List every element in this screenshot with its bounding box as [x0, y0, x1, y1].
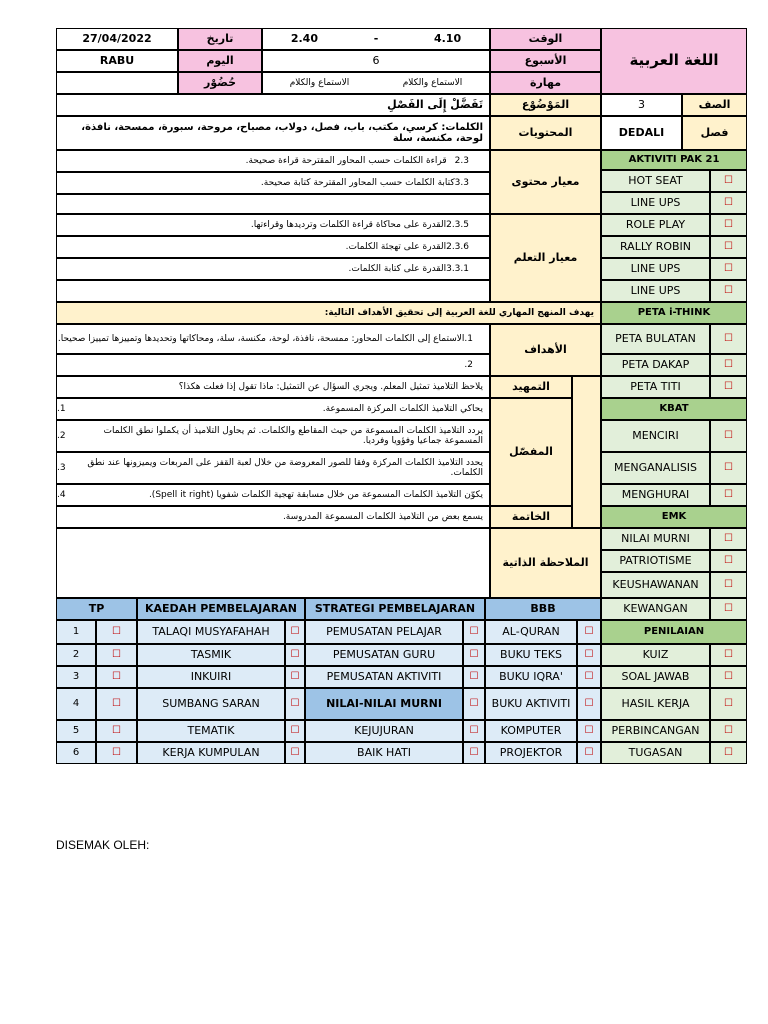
activity-label: LINE UPS: [601, 192, 710, 214]
checkbox[interactable]: ☐: [577, 688, 601, 720]
objective-row: [56, 324, 490, 354]
lesson-spacer: [572, 376, 601, 528]
bbb-item: BUKU TEKS: [485, 644, 577, 666]
checkbox[interactable]: ☐: [285, 644, 305, 666]
step-text: يكوّن التلاميذ الكلمات المسموعة من خلال مسابقة تهجية الكلمات شفويا (Spell it right).: [148, 489, 483, 500]
checkbox[interactable]: ☐: [710, 324, 747, 354]
strategi-item: PEMUSATAN PELAJAR: [305, 620, 463, 644]
tp-number: 2: [56, 644, 96, 666]
kaedah-item: TASMIK: [137, 644, 285, 666]
bbb-item: BUKU IQRA': [485, 666, 577, 688]
bbb-item: AL-QURAN: [485, 620, 577, 644]
checkbox[interactable]: ☐: [463, 688, 485, 720]
checkbox[interactable]: ☐: [463, 620, 485, 644]
tp-number: 3: [56, 666, 96, 688]
date-value: 27/04/2022: [56, 28, 178, 50]
activity-label: HASIL KERJA: [601, 688, 710, 720]
cs-text: كتابة الكلمات حسب المحاور المقترحة كتابة صحيحة.: [260, 177, 455, 188]
ls-num: 2.3.6: [446, 241, 469, 252]
attendance-value: [56, 72, 178, 94]
ithink-header: PETA i-THINK: [601, 302, 747, 324]
step-row: [56, 398, 490, 420]
activity-label: KUIZ: [601, 644, 710, 666]
skill-value-1: الاستماع والكلام: [402, 77, 463, 88]
tp-header: TP: [56, 598, 137, 620]
cs-text: قراءة الكلمات حسب المحاور المقترحة قراءة صحيحة.: [245, 155, 447, 166]
topic-label: المَوْضُوْع: [490, 94, 601, 116]
content-standard-label: معيار محتوى: [490, 150, 601, 214]
ls-text: القدرة على تهجئة الكلمات.: [345, 241, 447, 252]
checkbox[interactable]: ☐: [710, 742, 747, 764]
checkbox[interactable]: ☐: [96, 620, 137, 644]
learning-standard-row: [56, 236, 490, 258]
checkbox[interactable]: ☐: [710, 598, 747, 620]
strategi-item: KEJUJURAN: [305, 720, 463, 742]
checkbox[interactable]: ☐: [710, 354, 747, 376]
day-value: RABU: [56, 50, 178, 72]
activity-label: PETA BULATAN: [601, 324, 710, 354]
section-label: فصل: [682, 116, 747, 150]
intro-text: يلاحظ التلاميذ تمثيل المعلم. ويجري السؤال عن التمثيل: ماذا تقول إذا فعلت هكذا؟: [56, 376, 490, 398]
checkbox[interactable]: ☐: [710, 688, 747, 720]
week-label: الأسبوع: [490, 50, 601, 72]
bbb-item: PROJEKTOR: [485, 742, 577, 764]
checkbox[interactable]: ☐: [96, 688, 137, 720]
activity-label: MENCIRI: [601, 420, 710, 452]
checked-by-label: DISEMAK OLEH:: [56, 838, 150, 852]
time-dash: -: [373, 31, 379, 45]
checkbox[interactable]: ☐: [710, 644, 747, 666]
strategi-item: BAIK HATI: [305, 742, 463, 764]
activity-label: SOAL JAWAB: [601, 666, 710, 688]
bbb-item: BUKU AKTIVITI: [485, 688, 577, 720]
reflection-label: الملاحظة الذاتية: [490, 528, 601, 598]
pak21-header: AKTIVITI PAK 21: [601, 150, 747, 170]
activity-label: PETA TITI: [601, 376, 710, 398]
class-label: الصف: [682, 94, 747, 116]
checkbox[interactable]: ☐: [96, 666, 137, 688]
checkbox[interactable]: ☐: [96, 720, 137, 742]
checkbox[interactable]: ☐: [710, 452, 747, 484]
tp-number: 4: [56, 688, 96, 720]
step-num: 4.: [57, 489, 66, 500]
checkbox[interactable]: ☐: [285, 620, 305, 644]
step-num: 1.: [57, 403, 66, 414]
content-standard-row: [56, 172, 490, 194]
kaedah-item: INKUIRI: [137, 666, 285, 688]
time-start: 2.40: [290, 31, 318, 45]
strategi-item: PEMUSATAN GURU: [305, 644, 463, 666]
checkbox[interactable]: ☐: [96, 644, 137, 666]
checkbox[interactable]: ☐: [710, 550, 747, 572]
cs-num: 2.3: [454, 155, 469, 166]
tp-number: 6: [56, 742, 96, 764]
activity-label: MENGHURAI: [601, 484, 710, 506]
emk-header: EMK: [601, 506, 747, 528]
attendance-label: حُضُوْر: [178, 72, 262, 94]
checkbox[interactable]: ☐: [577, 666, 601, 688]
time-end: 4.10: [433, 31, 462, 45]
tp-number: 5: [56, 720, 96, 742]
strategi-item: PEMUSATAN AKTIVITI: [305, 666, 463, 688]
subject-title: اللغة العربية: [601, 28, 747, 94]
checkbox[interactable]: ☐: [710, 420, 747, 452]
checkbox[interactable]: ☐: [285, 720, 305, 742]
bbb-header: BBB: [485, 598, 601, 620]
learning-standard-row: [56, 214, 490, 236]
checkbox[interactable]: ☐: [710, 280, 747, 302]
kbat-header: KBAT: [601, 398, 747, 420]
checkbox[interactable]: ☐: [710, 258, 747, 280]
learning-standard-row: [56, 258, 490, 280]
checkbox[interactable]: ☐: [710, 376, 747, 398]
activity-label: PERBINCANGAN: [601, 720, 710, 742]
checkbox[interactable]: ☐: [463, 720, 485, 742]
step-num: 3.: [57, 462, 66, 473]
strategi-header: STRATEGI PEMBELAJARAN: [305, 598, 485, 620]
main-label: المفصّل: [490, 398, 572, 506]
obj-text: الاستماع إلى الكلمات المحاور: ممسحة، نافذة، لوحة، مكنسة، سلة، ومحاكاتها وتحديدها وتمييزها تمييزا صحيحا.: [57, 333, 465, 344]
contents-value: الكلمات: كرسي، مكتب، باب، فصل، دولاب، مصباح، مروحة، سبورة، ممسحة، نافذة، لوحة، مكنسة، سلة: [56, 116, 490, 150]
activity-label: NILAI MURNI: [601, 528, 710, 550]
checkbox[interactable]: ☐: [710, 236, 747, 258]
section-value: DEDALI: [601, 116, 682, 150]
checkbox[interactable]: ☐: [463, 644, 485, 666]
step-row: [56, 420, 490, 452]
strategi-item: NILAI-NILAI MURNI: [305, 688, 463, 720]
kaedah-item: TALAQI MUSYAFAHAH: [137, 620, 285, 644]
activity-label: PATRIOTISME: [601, 550, 710, 572]
ls-text: القدرة على كتابة الكلمات.: [348, 263, 447, 274]
skill-value-2: الاستماع والكلام: [289, 77, 350, 88]
checkbox[interactable]: ☐: [577, 720, 601, 742]
activity-label: PETA DAKAP: [601, 354, 710, 376]
activity-label: HOT SEAT: [601, 170, 710, 192]
checkbox[interactable]: ☐: [577, 644, 601, 666]
week-value: 6: [262, 50, 490, 72]
checkbox[interactable]: ☐: [710, 192, 747, 214]
checkbox[interactable]: ☐: [463, 742, 485, 764]
skill-value: [262, 72, 490, 94]
step-text: يحاكي التلاميذ الكلمات المركزة المسموعة.: [322, 403, 483, 414]
bbb-item: KOMPUTER: [485, 720, 577, 742]
obj-num: 2.: [464, 359, 473, 370]
step-row: [56, 452, 490, 484]
kaedah-item: KERJA KUMPULAN: [137, 742, 285, 764]
checkbox[interactable]: ☐: [577, 620, 601, 644]
intro-label: التمهيد: [490, 376, 572, 398]
objectives-label: الأهداف: [490, 324, 601, 376]
checkbox[interactable]: ☐: [710, 170, 747, 192]
step-row: [56, 484, 490, 506]
activity-label: ROLE PLAY: [601, 214, 710, 236]
activity-label: KEWANGAN: [601, 598, 710, 620]
step-num: 2.: [57, 430, 66, 441]
checkbox[interactable]: ☐: [285, 742, 305, 764]
activity-label: RALLY ROBIN: [601, 236, 710, 258]
kaedah-item: TEMATIK: [137, 720, 285, 742]
checkbox[interactable]: ☐: [577, 742, 601, 764]
checkbox[interactable]: ☐: [710, 528, 747, 550]
step-text: يحدد التلاميذ الكلمات المركزة وفقا للصور المعروضة من خلال لعبة القفز على المربعات ويميزونها عند نطق الكلمات.: [87, 457, 483, 478]
closing-label: الخاتمة: [490, 506, 572, 528]
activity-label: TUGASAN: [601, 742, 710, 764]
activity-label: KEUSHAWANAN: [601, 572, 710, 598]
learning-standard-label: معيار التعلم: [490, 214, 601, 302]
topic-value: تَفَضَّلْ إِلَى الفَصْلِ: [56, 94, 490, 116]
date-label: تاريخ: [178, 28, 262, 50]
checkbox[interactable]: ☐: [710, 666, 747, 688]
activity-label: MENGANALISIS: [601, 452, 710, 484]
class-value: 3: [601, 94, 682, 116]
ls-num: 3.3.1: [446, 263, 469, 274]
objectives-intro: يهدف المنهج المهاري للغة العربية إلى تحقيق الأهداف التالية:: [56, 302, 601, 324]
learning-standard-row-empty: [56, 280, 490, 302]
objective-row: [56, 354, 490, 376]
time-value: [262, 28, 490, 50]
obj-num: 1.: [464, 333, 473, 344]
contents-label: المحتويات: [490, 116, 601, 150]
ls-text: القدرة على محاكاة قراءة الكلمات وترديدها وقراءتها.: [250, 219, 447, 230]
step-text: يردد التلاميذ الكلمات المسموعة من حيث المقاطع والكلمات. ثم يحاول التلاميذ أن يكملوا نطق الكلمات المسموعة جماعيا وفؤويا وفرديا.: [103, 425, 483, 446]
skill-label: مهارة: [490, 72, 601, 94]
penilaian-header: PENILAIAN: [601, 620, 747, 644]
tp-number: 1: [56, 620, 96, 644]
ls-num: 2.3.5: [446, 219, 469, 230]
checkbox[interactable]: ☐: [710, 720, 747, 742]
day-label: اليوم: [178, 50, 262, 72]
cs-num: 3.3: [454, 177, 469, 188]
closing-text: يسمع بعض من التلاميذ الكلمات المسموعة المدروسة.: [56, 506, 490, 528]
kaedah-item: SUMBANG SARAN: [137, 688, 285, 720]
checkbox[interactable]: ☐: [710, 484, 747, 506]
time-label: الوقت: [490, 28, 601, 50]
activity-label: LINE UPS: [601, 280, 710, 302]
checkbox[interactable]: ☐: [710, 214, 747, 236]
checkbox[interactable]: ☐: [285, 688, 305, 720]
activity-label: LINE UPS: [601, 258, 710, 280]
content-standard-row-empty: [56, 194, 490, 214]
reflection-box: [56, 528, 490, 598]
checkbox[interactable]: ☐: [710, 572, 747, 598]
checkbox[interactable]: ☐: [463, 666, 485, 688]
kaedah-header: KAEDAH PEMBELAJARAN: [137, 598, 305, 620]
content-standard-row: [56, 150, 490, 172]
checkbox[interactable]: ☐: [285, 666, 305, 688]
checkbox[interactable]: ☐: [96, 742, 137, 764]
